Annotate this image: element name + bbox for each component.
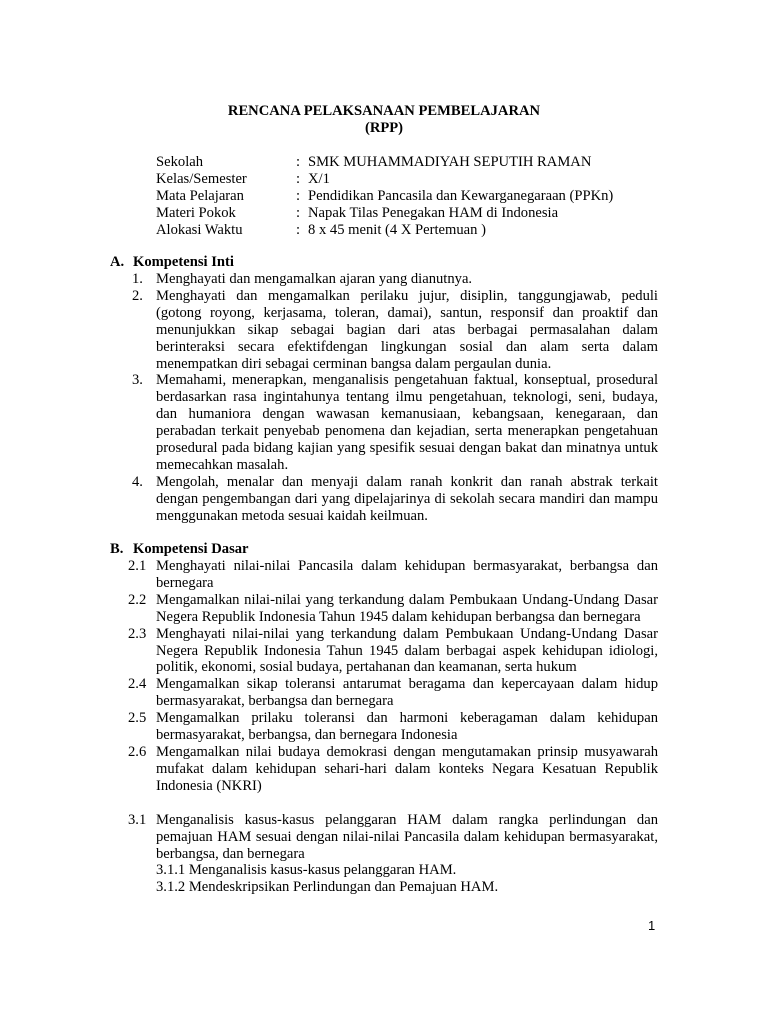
info-row-materi [156,205,676,222]
item-text: Menghayati nilai-nilai Pancasila dalam kehidupan bermasyarakat, berbangsa dan bernegara [156,558,658,591]
info-row-alokasi [156,222,676,239]
section-heading-kompetensi-dasar [110,541,249,558]
info-colon: : [296,187,301,204]
kompetensi-dasar-list [110,558,658,896]
item-number: 3.1 [128,811,147,828]
info-row-sekolah [156,154,676,171]
info-colon: : [296,221,301,238]
item-number: 2. [132,287,143,304]
item-number: 2.2 [128,591,147,608]
item-text: Menghayati nilai-nilai yang terkandung dalam Pembukaan Undang-Undang Dasar Negera Republik Indonesia Tahun 1945 dalam berbagai aspek kehidupan idiologi, politik, ekonomi, sosial budaya, pertahanan dan keamanan, serta hukum [156,625,658,676]
list-item [110,288,658,373]
info-colon: : [296,154,301,170]
info-label: Mata Pelajaran [156,187,244,204]
item-text: Mengolah, menalar dan menyaji dalam ranah konkrit dan ranah abstrak terkait dengan pengembangan dari yang dipelajarinya di sekolah secara mandiri dan mampu menggunakan metoda sesuai kaidah keilmuan. [156,473,658,524]
item-number: 2.3 [128,625,147,642]
item-text: Mengamalkan nilai budaya demokrasi dengan mengutamakan prinsip musyawarah mufakat dalam kehidupan sehari-hari dalam konteks Negara Kesatuan Republik Indonesia (NKRI) [156,743,658,794]
info-label: Sekolah [156,154,204,170]
info-value: SMK MUHAMMADIYAH SEPUTIH RAMAN [308,154,592,170]
list-item [110,676,658,710]
list-item [110,474,658,525]
info-row-kelas [156,171,676,188]
info-label: Kelas/Semester [156,170,247,187]
item-text: Menganalisis kasus-kasus pelanggaran HAM dalam rangka perlindungan dan pemajuan HAM sesuai dengan nilai-nilai Pancasila dalam kehidupan bermasyarakat, berbangsa, dan bernegara [156,811,658,862]
sub-item: 3.1.2 Mendeskripsikan Perlindungan dan Pemajuan HAM. [156,879,499,896]
info-colon: : [296,170,301,187]
item-number: 2.4 [128,676,147,693]
item-text: Mengamalkan prilaku toleransi dan harmoni keberagaman dalam kehidupan bermasyarakat, berbangsa, dan bernegara Indonesia [156,710,658,744]
document-subtitle: (RPP) [364,120,404,136]
info-label: Alokasi Waktu [156,221,243,238]
document-title: RENCANA PELAKSANAAN PEMBELAJARAN [227,103,541,119]
list-item [110,812,658,863]
section-title: Kompetensi Dasar [133,541,249,557]
identity-table [156,154,676,238]
item-text: Menghayati dan mengamalkan ajaran yang dianutnya. [156,271,473,287]
item-text: Memahami, menerapkan, menganalisis pengetahuan faktual, konseptual, prosedural berdasarkan rasa ingintahunya tentang ilmu pengetahuan, teknologi, seni, budaya, dan humaniora dengan wawasan kemanusiaan, kebangsaan, kenegaraan, dan perabadan terkait penyebab penomena dan kejadian, serta menerapkan pengetahuan prosedural pada bidang kajian yang spesifik sesuai dengan bakat dan minatnya untuk memecahkan masalah. [156,372,658,473]
item-number: 2.5 [128,710,147,727]
list-item [110,626,658,677]
item-number: 2.1 [128,558,147,574]
info-colon: : [296,204,301,221]
info-value: X/1 [308,170,330,187]
section-letter: A. [110,254,125,270]
section-heading-kompetensi-inti [110,254,234,271]
item-text: Menghayati dan mengamalkan perilaku jujur, disiplin, tanggungjawab, peduli (gotong royong, kerjasama, toleran, damai), santun, responsif dan proaktif dan menunjukkan sikap sebagai bagian dari atas berbagai permasalahan dalam berinteraksi secara efektifdengan lingkungan sosial dan alam serta dalam menempatkan diri sebagai cerminan bangsa dalam pergaulan dunia. [156,287,658,372]
list-item [110,558,658,592]
spacer [110,795,658,812]
item-text: Mengamalkan nilai-nilai yang terkandung dalam Pembukaan Undang-Undang Dasar Negera Republik Indonesia Tahun 1945 dalam kehidupan berbangsa dan bernegara [156,591,658,625]
list-item [110,271,658,288]
info-value: 8 x 45 menit (4 X Pertemuan ) [308,221,486,238]
item-number: 3. [132,372,143,389]
info-label: Materi Pokok [156,204,236,221]
section-letter: B. [110,541,124,557]
item-number: 1. [132,271,143,287]
info-value: Pendidikan Pancasila dan Kewarganegaraan (PPKn) [308,187,614,204]
kompetensi-inti-list [110,271,658,525]
info-row-mapel [156,188,676,205]
section-title: Kompetensi Inti [133,254,234,270]
item-text: Mengamalkan sikap toleransi antarumat beragama dan kepercayaan dalam hidup bermasyarakat, berbangsa dan bernegara [156,676,658,710]
list-item [110,592,658,626]
page-number: 1 [648,918,656,933]
list-item [110,372,658,473]
list-item [110,744,658,795]
list-item [110,710,658,744]
item-number: 4. [132,473,143,490]
item-number: 2.6 [128,743,147,760]
sub-item: 3.1.1 Menganalisis kasus-kasus pelanggaran HAM. [156,862,457,879]
info-value: Napak Tilas Penegakan HAM di Indonesia [308,204,559,221]
